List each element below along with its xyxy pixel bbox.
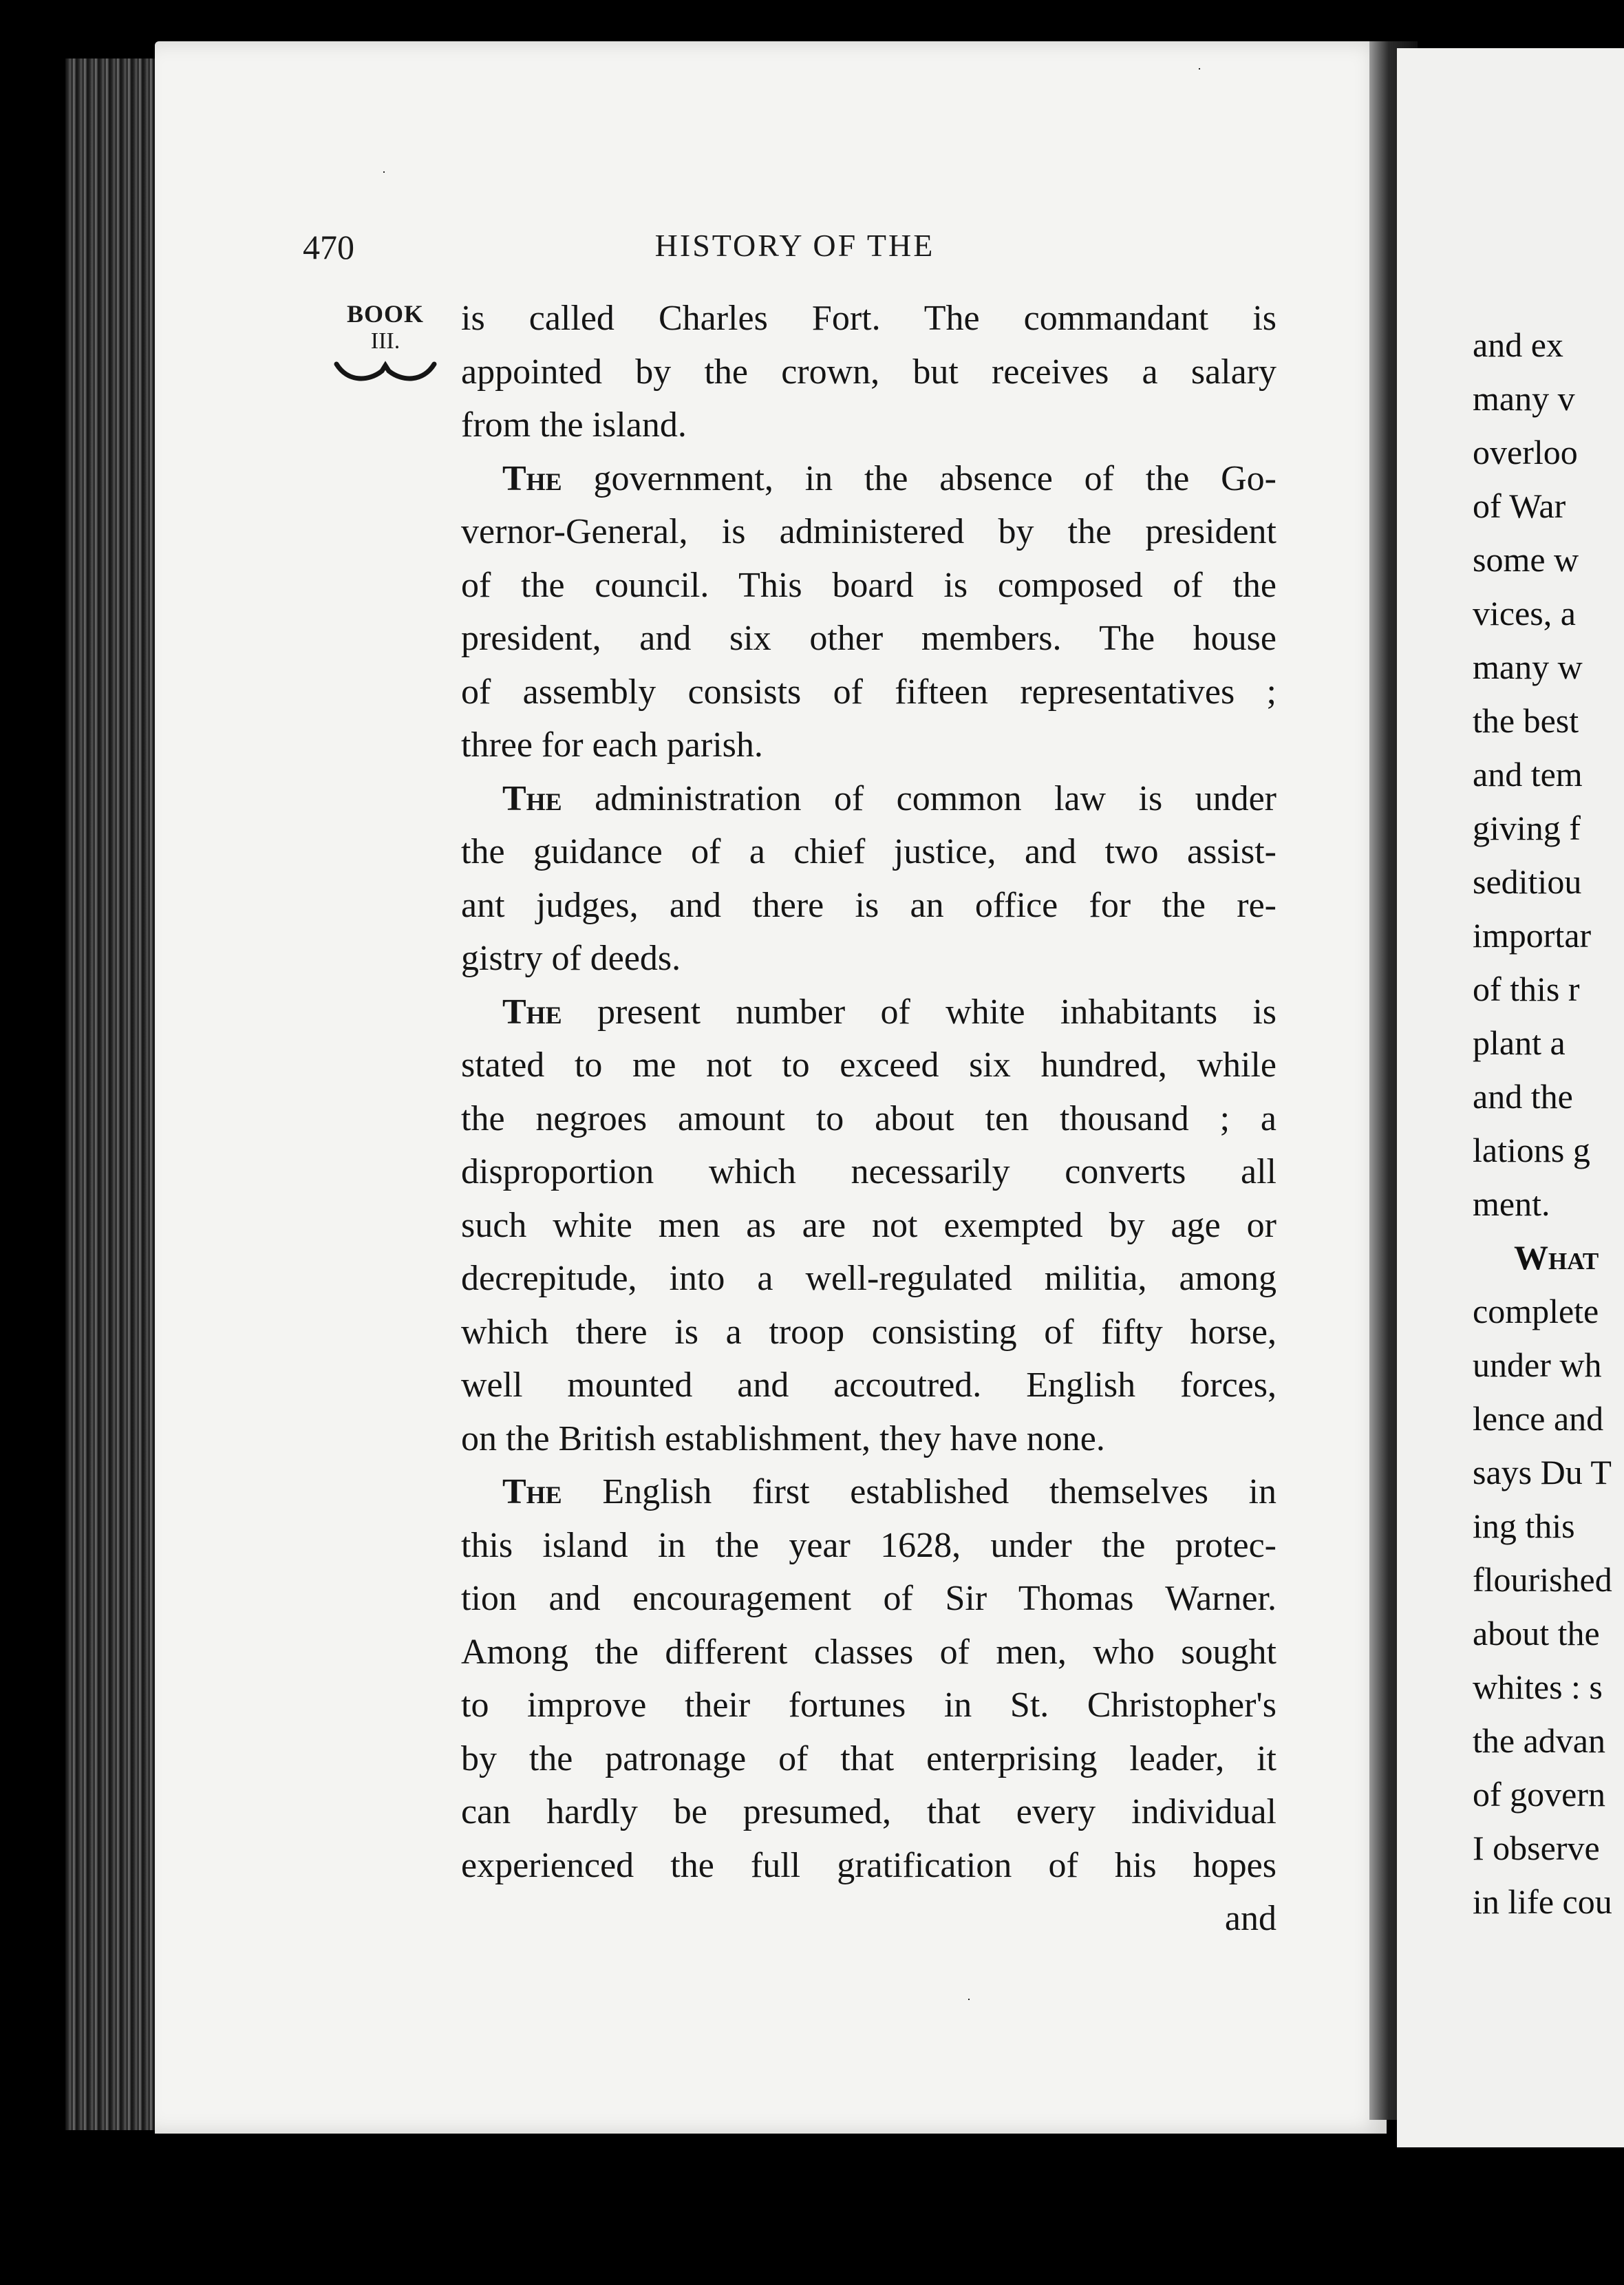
text-line: of assembly consists of fifteen representatives ; — [461, 672, 1276, 712]
text-line: The administration of common law is under — [502, 778, 1276, 818]
page-number: 470 — [303, 228, 354, 266]
brace-ornament-icon — [334, 359, 437, 383]
text-line: appointed by the crown, but receives a salary — [461, 352, 1276, 392]
body-text — [461, 292, 1276, 1946]
speck-mark: · — [1197, 62, 1201, 76]
facing-text-line: and tem — [1473, 755, 1583, 794]
facing-text-line: lence and — [1473, 1399, 1604, 1438]
facing-text-line: plant a — [1473, 1023, 1566, 1062]
facing-text-line: some w — [1473, 540, 1579, 579]
facing-text-line: under wh — [1473, 1346, 1602, 1384]
facing-text-line: of govern — [1473, 1775, 1605, 1814]
facing-text-line: in life cou — [1473, 1882, 1612, 1921]
text-line: experienced the full gratification of his hopes — [461, 1845, 1276, 1885]
speck-mark: · — [967, 1992, 971, 2006]
text-line: can hardly be presumed, that every individual — [461, 1792, 1276, 1831]
paragraph-opener: The — [502, 992, 562, 1032]
text-line: is called Charles Fort. The commandant is — [461, 299, 1276, 338]
text-line: the negroes amount to about ten thousand ; a — [461, 1098, 1276, 1138]
side-note — [334, 299, 437, 383]
side-note-volume: III. — [370, 328, 400, 354]
facing-text-line: importar — [1473, 916, 1592, 955]
facing-text-line: What — [1514, 1238, 1599, 1277]
text-line: well mounted and accoutred. English forces, — [461, 1365, 1276, 1405]
text-line: from the island. — [461, 405, 687, 445]
text-line: The English first established themselves in — [502, 1472, 1277, 1511]
speck-mark: · — [382, 165, 386, 179]
text-line: on the British establishment, they have none. — [461, 1418, 1105, 1458]
facing-text-line: flourished — [1473, 1560, 1612, 1599]
facing-text-line: says Du T — [1473, 1453, 1612, 1491]
text-line: vernor-General, is administered by the president — [461, 512, 1276, 551]
facing-text-line: the advan — [1473, 1721, 1605, 1760]
side-note-book: BOOK — [346, 300, 425, 328]
facing-text-line: ment. — [1473, 1184, 1550, 1223]
text-line: disproportion which necessarily converts all — [461, 1152, 1276, 1191]
facing-text-line: lations g — [1473, 1131, 1590, 1169]
facing-text-line: seditiou — [1473, 862, 1582, 901]
facing-page-text — [1473, 318, 1612, 1928]
text-line: such white men as are not exempted by age or — [461, 1205, 1276, 1245]
catchword: and — [1224, 1899, 1276, 1938]
page-header-title: HISTORY OF THE — [654, 228, 935, 263]
facing-text-line: overloo — [1473, 433, 1578, 471]
facing-text-line: I observe — [1473, 1829, 1600, 1867]
text-line: which there is a troop consisting of fifty horse, — [461, 1312, 1276, 1352]
text-line: The government, in the absence of the Go- — [502, 458, 1276, 498]
paragraph-opener: The — [502, 778, 562, 818]
text-line: tion and encouragement of Sir Thomas Warner. — [461, 1579, 1276, 1618]
facing-text-line: many w — [1473, 648, 1583, 686]
facing-text-line: and the — [1473, 1077, 1573, 1116]
facing-text-line: about the — [1473, 1614, 1600, 1652]
paragraph-opener: The — [502, 458, 562, 498]
text-line: the guidance of a chief justice, and two assist- — [461, 832, 1276, 871]
facing-text-line: complete — [1473, 1292, 1599, 1330]
facing-text-line: many v — [1473, 379, 1575, 418]
facing-text-line: ing this — [1473, 1507, 1575, 1545]
text-line: decrepitude, into a well-regulated militia, among — [461, 1259, 1276, 1298]
text-line: by the patronage of that enterprising leader, it — [461, 1739, 1276, 1778]
text-line: to improve their fortunes in St. Christopher's — [461, 1686, 1276, 1725]
running-head — [303, 227, 1287, 282]
text-line: gistry of deeds. — [461, 939, 681, 978]
text-line: stated to me not to exceed six hundred, while — [461, 1045, 1276, 1085]
facing-text-line: the best — [1473, 701, 1579, 740]
text-line: ant judges, and there is an office for the re- — [461, 885, 1276, 925]
paragraph-opener: The — [502, 1472, 562, 1511]
facing-text-line: vices, a — [1473, 594, 1576, 633]
text-line: Among the different classes of men, who sought — [461, 1632, 1276, 1672]
text-line: of the council. This board is composed of the — [461, 565, 1276, 605]
facing-text-line: whites : s — [1473, 1668, 1603, 1706]
facing-text-line: giving f — [1473, 809, 1581, 847]
text-line: president, and six other members. The house — [461, 619, 1276, 658]
text-line: this island in the year 1628, under the protec- — [461, 1525, 1276, 1565]
facing-text-line: of this r — [1473, 970, 1580, 1008]
facing-text-line: of War — [1473, 487, 1566, 525]
text-line: The present number of white inhabitants is — [502, 992, 1277, 1032]
facing-text-line: and ex — [1473, 326, 1563, 364]
text-line: three for each parish. — [461, 725, 763, 765]
